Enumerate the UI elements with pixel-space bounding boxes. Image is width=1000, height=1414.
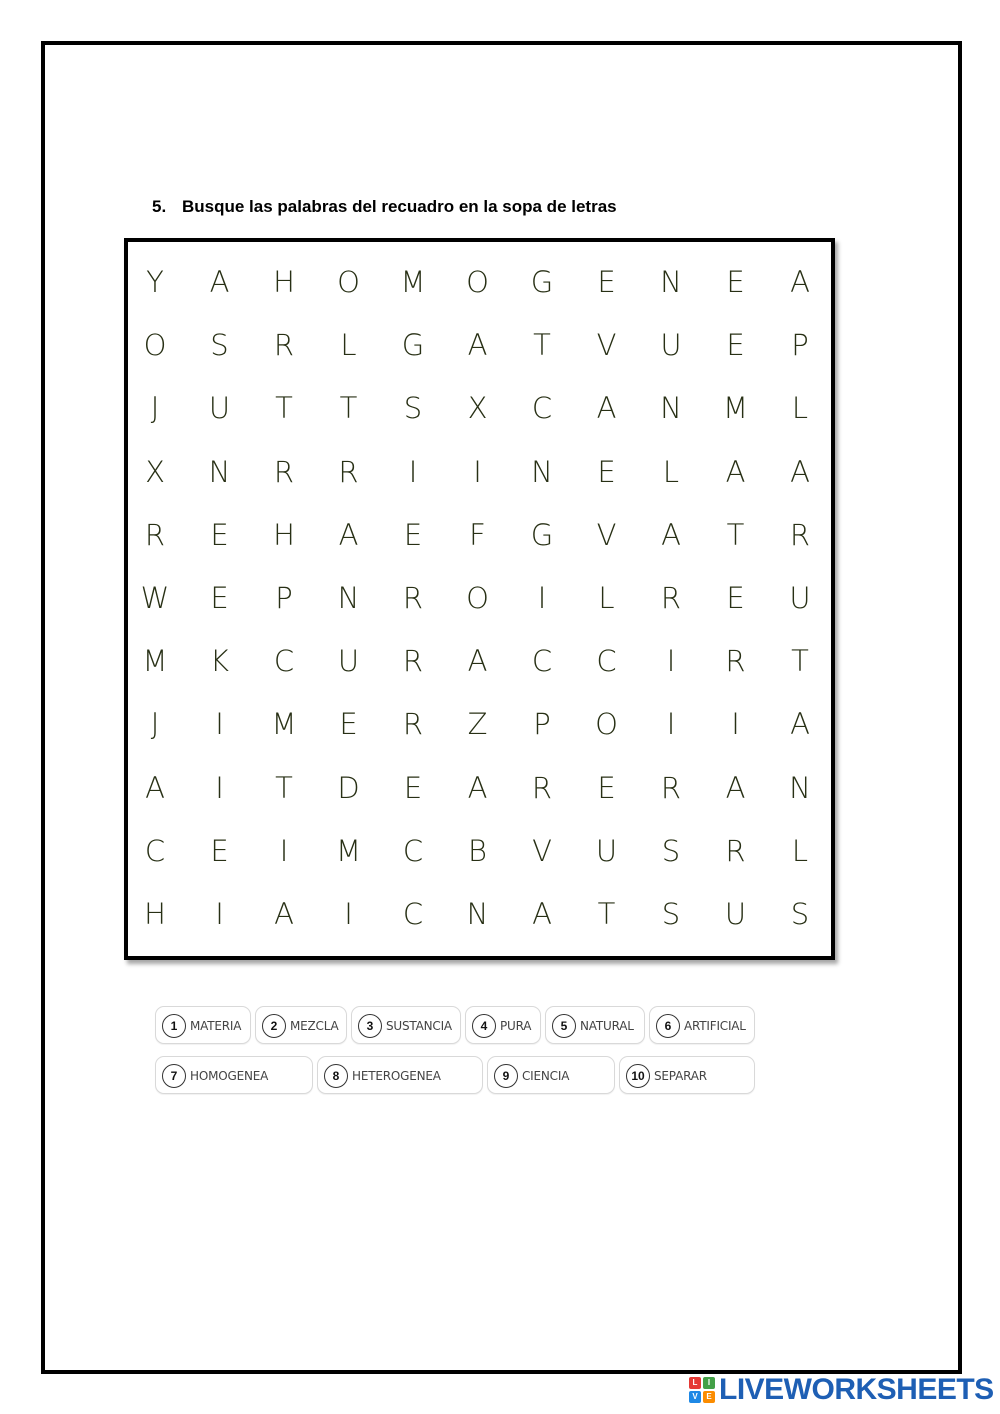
grid-letter[interactable]: A (790, 265, 810, 299)
grid-letter[interactable]: J (150, 391, 160, 426)
grid-letter[interactable]: G (401, 328, 425, 363)
brand-watermark (689, 1374, 994, 1406)
grid-letter[interactable]: U (208, 391, 231, 426)
instruction-text: Busque las palabras del recuadro en la sopa de letras (182, 197, 617, 216)
grid-letter[interactable]: O (466, 581, 489, 615)
grid-letter[interactable]: H (273, 517, 295, 552)
grid-letter[interactable]: A (338, 517, 359, 552)
grid-letter[interactable]: O (595, 707, 618, 742)
grid-letter[interactable]: I (473, 454, 482, 489)
grid-letter[interactable]: W (140, 581, 170, 615)
grid-letter[interactable]: V (596, 517, 617, 552)
grid-letter[interactable]: Z (467, 707, 488, 742)
grid-letter[interactable]: J (150, 707, 160, 742)
grid-letter[interactable]: S (403, 391, 423, 426)
grid-letter[interactable]: L (662, 454, 680, 489)
grid-letter[interactable]: M (271, 707, 297, 742)
grid-letter[interactable]: I (215, 770, 224, 805)
grid-letter[interactable]: O (466, 265, 489, 299)
word-label: NATURAL (580, 1019, 634, 1033)
word-chip[interactable] (545, 1006, 645, 1044)
grid-letter[interactable]: L (340, 328, 357, 363)
word-label: CIENCIA (522, 1069, 570, 1083)
grid-letter[interactable]: Y (146, 265, 164, 299)
grid-letter[interactable]: I (215, 897, 224, 931)
grid-letter[interactable]: C (144, 833, 166, 868)
grid-letter[interactable]: X (467, 391, 488, 426)
grid-letter[interactable]: R (402, 644, 424, 679)
grid-letter[interactable]: U (595, 833, 618, 868)
word-number-badge: 4 (472, 1014, 496, 1038)
word-number-badge: 8 (324, 1064, 348, 1088)
grid-letter[interactable]: C (402, 833, 424, 868)
word-number-badge: 10 (626, 1064, 650, 1088)
grid-letter[interactable]: A (274, 897, 294, 931)
grid-letter[interactable]: R (144, 517, 166, 552)
grid-letter[interactable]: A (467, 328, 488, 363)
grid-letter[interactable]: E (597, 770, 616, 805)
grid-letter[interactable]: E (726, 581, 745, 615)
grid-letter[interactable]: U (789, 581, 811, 615)
grid-letter[interactable]: R (660, 770, 682, 805)
grid-letter[interactable]: T (275, 770, 293, 805)
grid-letter[interactable]: S (661, 833, 681, 868)
grid-letter[interactable]: A (467, 770, 488, 805)
grid-letter[interactable]: E (403, 770, 423, 805)
word-number-badge: 7 (162, 1064, 186, 1088)
grid-letter[interactable]: E (597, 265, 616, 299)
grid-letter[interactable]: B (468, 833, 487, 868)
word-chip[interactable] (155, 1056, 313, 1094)
grid-letter[interactable]: H (273, 265, 295, 299)
word-label: ARTIFICIAL (684, 1019, 746, 1033)
grid-letter[interactable]: A (790, 454, 810, 489)
grid-letter[interactable]: O (337, 265, 360, 299)
grid-letter[interactable]: M (722, 391, 749, 426)
grid-letter[interactable]: R (531, 770, 553, 805)
grid-letter[interactable]: E (726, 328, 745, 363)
grid-letter[interactable]: I (279, 833, 289, 868)
grid-letter[interactable]: O (143, 328, 167, 363)
instruction (152, 197, 617, 217)
instruction-number: 5. (152, 197, 167, 216)
grid-letter[interactable]: A (209, 265, 230, 299)
grid-letter[interactable]: T (791, 644, 809, 679)
grid-letter[interactable]: I (537, 581, 547, 615)
grid-letter[interactable]: S (210, 328, 229, 363)
brand-text: LIVEWORKSHEETS (719, 1373, 994, 1406)
word-chip[interactable] (155, 1006, 251, 1044)
grid-letter[interactable]: G (530, 517, 554, 552)
word-number-badge: 6 (656, 1014, 680, 1038)
word-label: HOMOGENEA (190, 1069, 269, 1083)
grid-letter[interactable]: U (724, 897, 747, 931)
grid-letter[interactable]: T (533, 328, 551, 363)
grid-letter[interactable]: E (339, 707, 358, 742)
grid-letter[interactable]: T (339, 391, 358, 426)
grid-letter[interactable]: R (789, 517, 811, 552)
grid-letter[interactable]: I (666, 707, 676, 742)
word-number-badge: 2 (262, 1014, 286, 1038)
grid-letter[interactable]: S (661, 897, 681, 931)
grid-letter[interactable]: R (338, 454, 359, 489)
grid-letter[interactable]: A (596, 391, 617, 426)
grid-letter[interactable]: A (661, 517, 681, 552)
grid-letter[interactable]: A (532, 897, 552, 931)
grid-letter[interactable]: L (791, 391, 809, 426)
word-label: SUSTANCIA (386, 1019, 452, 1033)
grid-letter[interactable]: N (208, 454, 231, 489)
word-number-badge: 1 (162, 1014, 186, 1038)
grid-letter[interactable]: A (467, 644, 488, 679)
grid-letter[interactable]: H (144, 897, 166, 931)
word-number-badge: 5 (552, 1014, 576, 1038)
grid-letter[interactable]: E (210, 833, 229, 868)
grid-letter[interactable]: C (402, 897, 424, 931)
grid-letter[interactable]: P (275, 581, 293, 615)
grid-letter[interactable]: R (725, 833, 746, 868)
word-chip[interactable] (619, 1056, 755, 1094)
grid-letter[interactable]: E (210, 517, 229, 552)
grid-letter[interactable]: M (335, 833, 362, 868)
grid-letter[interactable]: R (402, 581, 424, 615)
grid-letter[interactable]: E (403, 517, 423, 552)
grid-letter[interactable]: M (142, 644, 168, 679)
grid-letter[interactable]: V (532, 833, 552, 868)
grid-letter[interactable]: I (215, 707, 224, 742)
grid-letter[interactable]: T (597, 897, 616, 931)
grid-letter[interactable]: C (531, 644, 553, 679)
grid-letter[interactable]: C (596, 644, 617, 679)
grid-letter[interactable]: L (598, 581, 615, 615)
grid-letter[interactable]: N (660, 391, 682, 426)
grid-letter[interactable]: D (337, 770, 360, 805)
word-label: HETEROGENEA (352, 1069, 441, 1083)
word-label: SEPARAR (654, 1069, 707, 1083)
grid-letter[interactable]: R (402, 707, 424, 742)
grid-letter[interactable]: I (344, 897, 353, 931)
grid-letter[interactable]: N (531, 454, 553, 489)
word-label: PURA (500, 1019, 532, 1033)
grid-letter[interactable]: K (209, 644, 230, 679)
grid-letter[interactable]: C (531, 391, 553, 426)
grid-letter[interactable]: R (660, 581, 682, 615)
grid-letter[interactable]: P (533, 707, 551, 742)
grid-letter[interactable]: A (790, 707, 810, 742)
word-number-badge: 9 (494, 1064, 518, 1088)
word-chip[interactable] (351, 1006, 461, 1044)
grid-letter[interactable]: E (210, 581, 229, 615)
grid-letter[interactable]: L (791, 833, 809, 868)
word-chip[interactable] (317, 1056, 483, 1094)
grid-letter[interactable]: U (337, 644, 360, 679)
grid-letter[interactable]: N (789, 770, 811, 805)
word-label: MEZCLA (290, 1019, 339, 1033)
word-chip[interactable] (487, 1056, 615, 1094)
grid-letter[interactable]: E (597, 454, 616, 489)
grid-letter[interactable]: G (530, 265, 554, 299)
word-number-badge: 3 (358, 1014, 382, 1038)
grid-letter[interactable]: N (660, 265, 682, 299)
grid-letter[interactable]: R (725, 644, 746, 679)
word-chip[interactable] (649, 1006, 755, 1044)
grid-letter[interactable]: F (469, 517, 486, 552)
grid-letter[interactable]: C (273, 644, 295, 679)
grid-letter[interactable]: A (725, 770, 746, 805)
grid-letter[interactable]: R (273, 328, 295, 363)
liveworksheets-logo-icon: L I V E (689, 1377, 715, 1403)
grid-letter[interactable]: T (726, 517, 745, 552)
grid-letter[interactable]: I (408, 454, 418, 489)
grid-letter[interactable]: I (731, 707, 740, 742)
grid-letter[interactable]: N (337, 581, 360, 615)
grid-letter[interactable]: P (791, 328, 809, 363)
grid-letter[interactable]: M (400, 265, 426, 299)
grid-letter[interactable]: T (275, 391, 293, 426)
grid-letter[interactable]: A (725, 454, 746, 489)
word-chip[interactable] (255, 1006, 347, 1044)
grid-letter[interactable]: V (596, 328, 617, 363)
word-label: MATERIA (190, 1019, 242, 1033)
grid-letter[interactable]: U (660, 328, 682, 363)
word-chip[interactable] (465, 1006, 541, 1044)
grid-letter[interactable]: A (145, 770, 165, 805)
grid-letter[interactable]: R (273, 454, 295, 489)
grid-letter[interactable]: I (666, 644, 676, 679)
grid-letter[interactable]: E (726, 265, 745, 299)
word-search-grid (124, 238, 835, 960)
grid-letter[interactable]: X (145, 454, 165, 489)
grid-letter[interactable]: N (466, 897, 489, 931)
grid-letter[interactable]: S (790, 897, 810, 931)
